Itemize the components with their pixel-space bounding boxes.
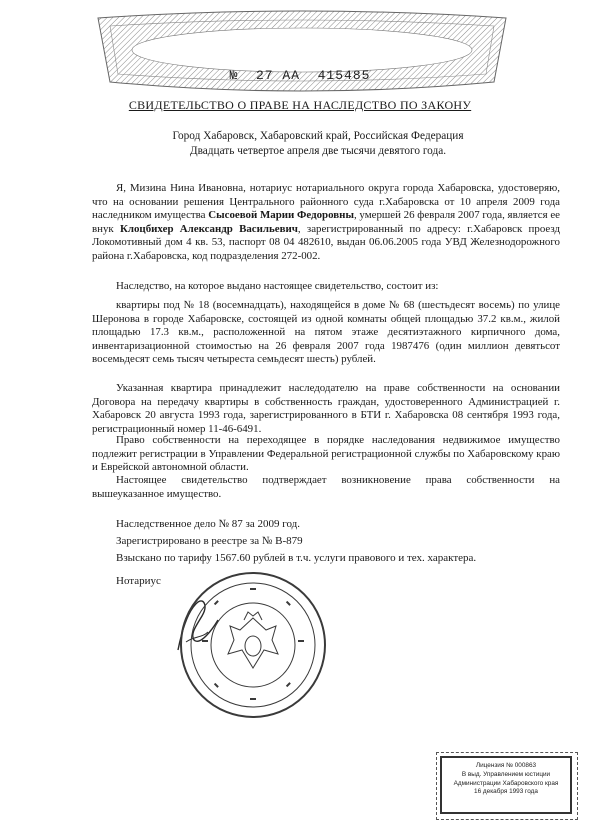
p1-text-b: , умершей 26 февраля 2007 года, является ее внук xyxy=(92,209,560,235)
license-administration: Администрации Хабаровского края xyxy=(453,779,559,787)
inheritance-case-line: Наследственное дело № 87 за 2009 год. xyxy=(116,518,300,530)
paragraph-confirmation: Настоящее свидетельство подтверждает возникновение права собственности на вышеуказанное имущество. xyxy=(92,474,560,500)
document-title: СВИДЕТЕЛЬСТВО О ПРАВЕ НА НАСЛЕДСТВО ПО ЗАКОНУ xyxy=(128,98,472,112)
date-line: Двадцать четвертое апреля две тысячи девятого года. xyxy=(189,145,447,157)
decedent-name: Сысоевой Марии Федоровны xyxy=(208,209,354,222)
license-date: 16 декабря 1993 года xyxy=(474,788,538,796)
paragraph-inheritance-intro: Наследство, на которое выдано настоящее свидетельство, состоит из: xyxy=(116,280,439,292)
license-number: Лицензия № 000863 xyxy=(475,762,537,769)
p1-text-c: , зарегистрированный по адресу: г.Хабаровск проезд Локомотивный дом 4 кв. 53, паспорт 08 04 482610, выдан 06.06.2005 года УВД Железнодорожного района г.Хабаровска, код подразделения 272-002. xyxy=(92,222,561,262)
paragraph-notary-statement xyxy=(92,182,560,264)
certificate-series: 27 АА xyxy=(255,68,300,83)
registry-line: Зарегистрировано в реестре за № В-879 xyxy=(116,535,303,547)
paragraph-registration: Право собственности на переходящее в порядке наследования недвижимое имущество подлежит регистрации в Управлении Федеральной регистрационной службы по Хабаровскому краю и Еврейской автономной области. xyxy=(92,434,560,474)
place-line: Город Хабаровск, Хабаровский край, Российская Федерация xyxy=(172,130,464,142)
notary-seal xyxy=(178,570,328,720)
heir-name: Клоцбихер Александр Васильевич xyxy=(119,222,298,235)
certificate-number-value: 415485 xyxy=(317,68,371,83)
number-sign: № xyxy=(229,68,239,83)
license-stamp xyxy=(440,756,572,814)
fee-line: Взыскано по тарифу 1567.60 рублей в т.ч. услуги правового и тех. характера. xyxy=(116,552,477,564)
paragraph-ownership-basis: Указанная квартира принадлежит наследодателю на праве собственности на основании Договора на передачу квартиры в собственность граждан, удостоверенного Администрацией г. Хабаровск 20 августа 1993 года, зарегистрированного в БТИ г. Хабаровска 08 сентября 1993 года, регистрационный номер 11-46-6491. xyxy=(92,382,560,435)
paragraph-apartment: квартиры под № 18 (восемнадцать), находящейся в доме № 68 (шестьдесят восемь) по улице Шеронова в городе Хабаровске, состоящей из одной комнаты общей площадью 37.2 кв.м., жилой площадью 17.3 кв.м., расположенной на пятом этаже десятиэтажного кирпичного дома, инвентаризационной стоимостью на 26 февраля 2007 года 1987476 (один миллион девятьсот восемьдесят семь тысяч четыреста семьдесят шесть) рублей. xyxy=(92,299,560,366)
certificate-number xyxy=(0,68,600,83)
notary-label: Нотариус xyxy=(116,575,161,587)
p1-text-a: Я, Мизина Нина Ивановна, нотариус нотариального округа города Хабаровска, удостоверяю, что на основании решения Центрального районного суда г.Хабаровска от 10 апреля 2009 года наследником имущества xyxy=(92,182,560,222)
license-issuer: В выд. Управлением юстиции xyxy=(461,770,551,778)
